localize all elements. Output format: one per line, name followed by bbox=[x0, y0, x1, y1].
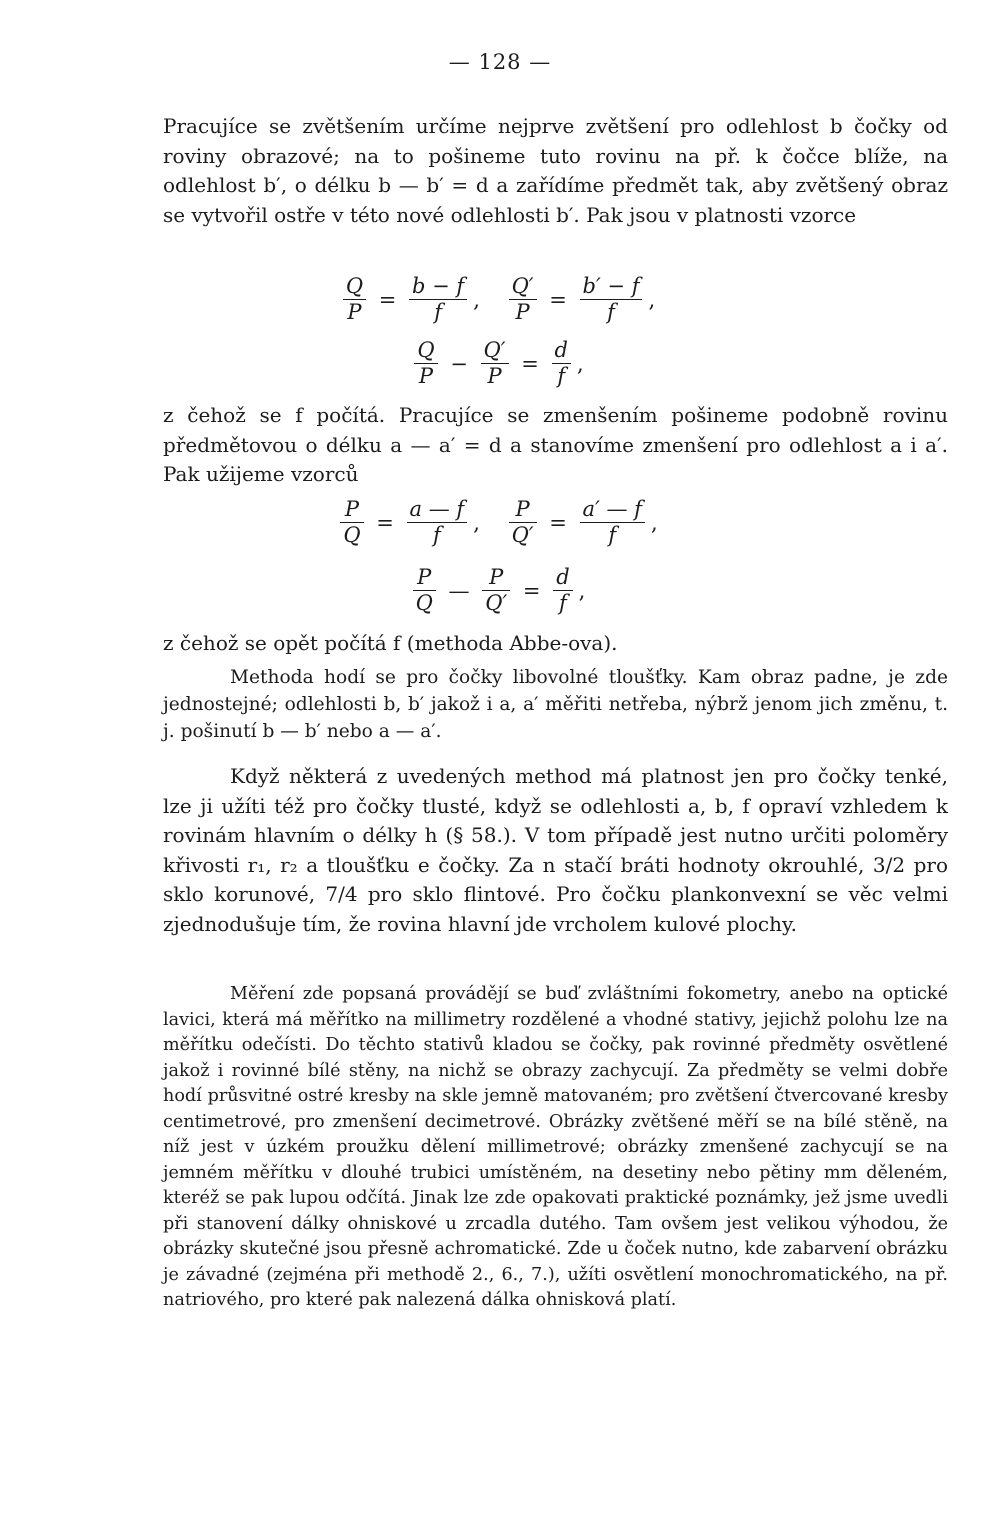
fraction: $\frac{P}{Q'}$ bbox=[509, 497, 537, 548]
fraction: $\frac{Q'}{P}$ bbox=[481, 338, 509, 389]
fraction: $\frac{Q}{P}$ bbox=[343, 274, 366, 325]
fraction: $\frac{Q'}{P}$ bbox=[509, 274, 537, 325]
paragraph-method-note: Methoda hodí se pro čočky libovolné tloušťky. Kam obraz padne, je zde jednostejné; odlehlosti b, b′ jakož i a, a′ měřiti netřeba, nýbrž jenom jich změnu, t. j. pošinutí b — b′ nebo a — a′. bbox=[163, 667, 948, 742]
fraction: $\frac{P}{Q}$ bbox=[413, 565, 436, 616]
fraction: $\frac{P}{Q'}$ bbox=[482, 565, 510, 616]
fraction: $\frac{a' — f}{f}$ bbox=[580, 497, 645, 548]
paragraph-magnification-method: Pracujíce se zvětšením určíme nejprve zvětšení pro odlehlost b čočky od roviny obrazové; na to pošineme tuto rovinu na př. k čočce blíže, na odlehlost b′, o délku b — b′ = d a zařídíme předmět tak, aby zvětšený obraz se vytvořil ostře v této nové odlehlosti b′. Pak jsou v platnosti vzorce bbox=[163, 114, 948, 227]
paragraph-thick-lenses: Když některá z uvedených method má platnost jen pro čočky tenké, lze ji užíti též pro čočky tlusté, když se odlehlosti a, b, f opraví vzhledem k rovinám hlavním o délky h (§ 58.). V tom případě jest nutno určiti poloměry křivosti r₁, r₂ a tloušťku e čočky. Za n stačí bráti hodnoty okrouhlé, 3/2 pro sklo korunové, 7/4 pro sklo flintové. Pro čočku plankonvexní se věc velmi zjednodušuje tím, že rovina hlavní jde vrcholem kulové plochy. bbox=[163, 764, 948, 936]
paragraph-measurement-notes: Měření zde popsaná provádějí se buď zvláštními fokometry, anebo na optické lavici, která má měřítko na millimetry rozdělené a vhodné stativy, jejichž polohu lze na měřítku odečísti. Do těchto stativů kladou se čočky, pak rovinné předměty osvětlené jakož i rovinné bílé stěny, na nichž se obrazy zachycují. Za předměty se velmi dobře hodí průsvitné ostré kresby na skle jemně matovaném; pro zvětšení čtvercované kresby centimetrové, pro zmenšení decimetrové. Obrázky zvětšené měří se na bílé stěně, na níž jest v úzkém proužku dělení millimetrové; obrázky zmenšené zachycují se na jemném měřítku v dlouhé trubici umístěném, na desetiny nebo pětiny mm děleném, kteréž se pak lupou odčítá. Jinak lze zde opakovati praktické poznámky, jež jsme uvedli při stanovení dálky ohniskové u zrcadla dutého. Tam ovšem jest velikou výhodou, že obrázky skutečné jsou přesně achromatické. Zde u čoček nutno, kde zabarvení obrázku je závadné (zejména při methodě 2., 6., 7.), užíti osvětlení monochromatického, na př. natriového, pro které pak nalezená dálka ohnisková platí. bbox=[163, 984, 948, 1310]
equation-3: $\frac{P}{Q}$ = $\frac{a — f}{f}$ , $\frac{P}{Q'}$ = $\frac{a' — f}{f}$ , bbox=[0, 497, 1000, 548]
page-number: — 128 — bbox=[448, 50, 552, 74]
equation-1: $\frac{Q}{P}$ = $\frac{b - f}{f}$ , $\frac{Q'}{P}$ = $\frac{b' - f}{f}$ , bbox=[0, 274, 1000, 325]
equation-4: $\frac{P}{Q}$ — $\frac{P}{Q'}$ = $\frac{d}{f}$ , bbox=[0, 565, 1000, 616]
fraction: $\frac{Q}{P}$ bbox=[414, 338, 437, 389]
fraction: $\frac{P}{Q}$ bbox=[340, 497, 363, 548]
equation-2: $\frac{Q}{P}$ − $\frac{Q'}{P}$ = $\frac{d}{f}$ , bbox=[0, 338, 1000, 389]
fraction: $\frac{b - f}{f}$ bbox=[409, 274, 467, 325]
paragraph-reduction-method: z čehož se f počítá. Pracujíce se zmenšením pošineme podobně rovinu předmětovou o délku a — a′ = d a stanovíme zmenšení pro odlehlost a i a′. Pak užijeme vzorců bbox=[163, 403, 948, 486]
fraction: $\frac{d}{f}$ bbox=[552, 338, 571, 389]
fraction: $\frac{d}{f}$ bbox=[553, 565, 572, 616]
paragraph-abbe-method: z čehož se opět počítá f (methoda Abbe-ova). bbox=[163, 631, 618, 655]
fraction: $\frac{b' - f}{f}$ bbox=[580, 274, 643, 325]
fraction: $\frac{a — f}{f}$ bbox=[407, 497, 468, 548]
